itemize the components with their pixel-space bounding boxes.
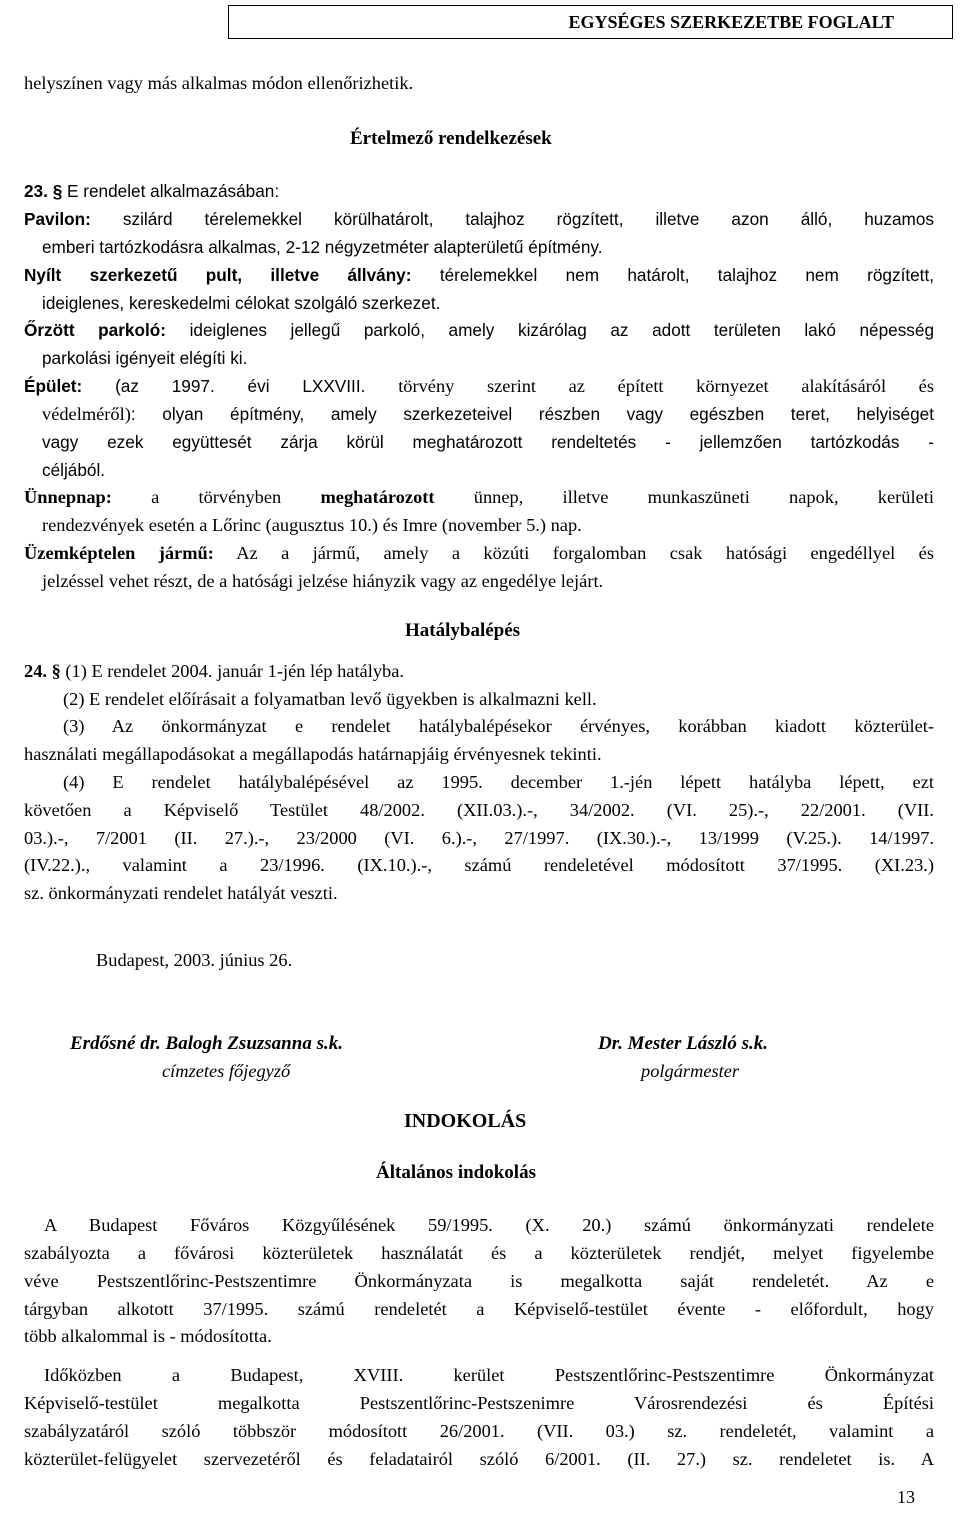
- def-text: ünnep, illetve munkaszüneti napok, kerületi: [473, 487, 934, 507]
- def-epulet-line4: céljából.: [42, 460, 106, 480]
- signature-right-title: polgármester: [641, 1061, 740, 1081]
- section-number: 24.: [24, 661, 47, 681]
- def-term: Épület:: [24, 376, 83, 396]
- section-24-p4-line5: sz. önkormányzati rendelet hatályát veszti.: [24, 883, 338, 903]
- section-24-p1: [24, 658, 934, 686]
- def-term: Nyílt szerkezetű pult, illetve állvány:: [24, 265, 412, 285]
- section-24-p3-line2: használati megállapodásokat a megállapodás határnapjáig érvényesnek tekinti.: [24, 744, 602, 764]
- def-nyilt-line1: [24, 262, 934, 290]
- def-pavilon-line2: emberi tartózkodásra alkalmas, 2-12 négyzetméter alapterületű építmény.: [42, 237, 603, 257]
- def-uzem-line1: [24, 540, 934, 568]
- def-epulet-line3: vagy ezek együttesét zárja körül meghatározott rendeltetés - jellemzően tartózkodás -: [42, 432, 934, 452]
- indokolas-p2-line2: Képviselő-testület megalkotta Pestszentlőrinc-Pestszenimre Városrendezési és Építési: [24, 1393, 934, 1413]
- page-number: 13: [897, 1487, 915, 1507]
- heading-altalanos-indokolas: Általános indokolás: [376, 1162, 536, 1183]
- def-orzott-line1: [24, 317, 934, 345]
- def-text: védelméről): [42, 404, 131, 424]
- section-24-p3-line1: (3) Az önkormányzat e rendelet hatálybalépésekor érvényes, korábban kiadott közterület-: [63, 716, 934, 736]
- def-epulet-line1: [24, 373, 934, 401]
- def-pavilon-line1: [24, 206, 934, 234]
- para-text: (1) E rendelet 2004. január 1-jén lép hatályba.: [65, 661, 404, 681]
- signature-left-title: címzetes főjegyző: [162, 1061, 291, 1081]
- section-24-p4-line1: (4) E rendelet hatálybalépésével az 1995. december 1.-jén lépett hatályba lépett, ezt: [63, 772, 934, 792]
- def-term: Ünnepnap:: [24, 487, 112, 507]
- section-lead-text: E rendelet alkalmazásában:: [67, 181, 280, 201]
- signature-right-name: Dr. Mester László s.k.: [598, 1033, 768, 1054]
- def-epulet-line2: [24, 401, 934, 429]
- def-term: Őrzött parkoló:: [24, 320, 166, 340]
- section-24-p2: (2) E rendelet előírásait a folyamatban levő ügyekben is alkalmazni kell.: [63, 689, 597, 709]
- heading-ertelmezo: Értelmező rendelkezések: [350, 128, 552, 149]
- indokolas-p2-line4: közterület-felügyelet szervezetéről és feladatairól szóló 6/2001. (II. 27.) sz. rendeletet is. A: [24, 1449, 934, 1469]
- def-term: Pavilon:: [24, 209, 91, 229]
- def-text: : olyan építmény, amely szerkezeteivel részben vagy egészben teret, helyiséget: [130, 404, 934, 424]
- def-nyilt-line2: ideiglenes, kereskedelmi célokat szolgáló szerkezet.: [42, 293, 441, 313]
- def-unnepnap-line2: rendezvények esetén a Lőrinc (augusztus 10.) és Imre (november 5.) nap.: [42, 515, 582, 535]
- section-number: 23.: [24, 181, 48, 201]
- indokolas-p1-line5: több alkalommal is - módosította.: [24, 1326, 272, 1346]
- indokolas-p1-line4: tárgyban alkotott 37/1995. számú rendeletét a Képviselő-testület évente - előfordult, hogy: [24, 1299, 934, 1319]
- indokolas-p1-line1: A Budapest Főváros Közgyűlésének 59/1995. (X. 20.) számú önkormányzati rendelete: [44, 1215, 934, 1235]
- def-unnepnap-line1: [24, 484, 934, 512]
- section-sign: §: [51, 661, 61, 681]
- def-text: a törvényben: [151, 487, 282, 507]
- heading-hatalybalepes: Hatálybalépés: [405, 620, 521, 641]
- def-text: ideiglenes jellegű parkoló, amely kizárólag az adott területen lakó népesség: [189, 320, 934, 340]
- indokolas-p1-line2: szabályozta a fővárosi közterületek használatát és a közterületek rendjét, melyet figyelembe: [24, 1243, 934, 1263]
- def-text: (az 1997. évi LXXVIII.: [115, 376, 366, 396]
- running-header: EGYSÉGES SZERKEZETBE FOGLALT: [228, 5, 953, 39]
- indokolas-p2-line1: Időközben a Budapest, XVIII. kerület Pestszentlőrinc-Pestszentimre Önkormányzat: [44, 1365, 934, 1385]
- section-24-p4-line4: (IV.22.)., valamint a 23/1996. (IX.10.).-, számú rendeletével módosított 37/1995. (XI.23.): [24, 855, 934, 875]
- indokolas-p1-line3: véve Pestszentlőrinc-Pestszentimre Önkormányzata is megalkotta saját rendeletét. Az e: [24, 1271, 934, 1291]
- section-24-p4-line2: követően a Képviselő Testület 48/2002. (XII.03.).-, 34/2002. (VI. 25).-, 22/2001. (VII.: [24, 800, 934, 820]
- def-text: törvény szerint az épített környezet alakításáról és: [398, 376, 934, 396]
- section-sign: §: [52, 181, 63, 201]
- section-23-lead: [24, 178, 934, 206]
- heading-indokolas: INDOKOLÁS: [404, 1110, 527, 1132]
- date-line: Budapest, 2003. június 26.: [96, 950, 293, 970]
- def-text-bold: meghatározott: [320, 487, 435, 507]
- def-uzem-line2: jelzéssel vehet részt, de a hatósági jelzése hiányzik vagy az engedélye lejárt.: [42, 571, 604, 591]
- def-orzott-line2: parkolási igényeit elégíti ki.: [42, 348, 248, 368]
- section-24-p4-line3: 03.).-, 7/2001 (II. 27.).-, 23/2000 (VI. 6.).-, 27/1997. (IX.30.).-, 13/1999 (V.25.). 14/1997.: [24, 828, 934, 848]
- def-term: Üzemképtelen jármű:: [24, 543, 214, 563]
- def-text: térelemekkel nem határolt, talajhoz nem rögzített,: [439, 265, 935, 285]
- intro-line: helyszínen vagy más alkalmas módon ellenőrizhetik.: [24, 73, 414, 93]
- indokolas-p2-line3: szabályzatáról szóló többször módosított 26/2001. (VII. 03.) sz. rendeletét, valamint a: [24, 1421, 934, 1441]
- signature-left-name: Erdősné dr. Balogh Zsuzsanna s.k.: [70, 1033, 343, 1054]
- def-text: Az a jármű, amely a közúti forgalomban csak hatósági engedéllyel és: [236, 543, 934, 563]
- def-text: szilárd térelemekkel körülhatárolt, talajhoz rögzített, illetve azon álló, huzamos: [122, 209, 934, 229]
